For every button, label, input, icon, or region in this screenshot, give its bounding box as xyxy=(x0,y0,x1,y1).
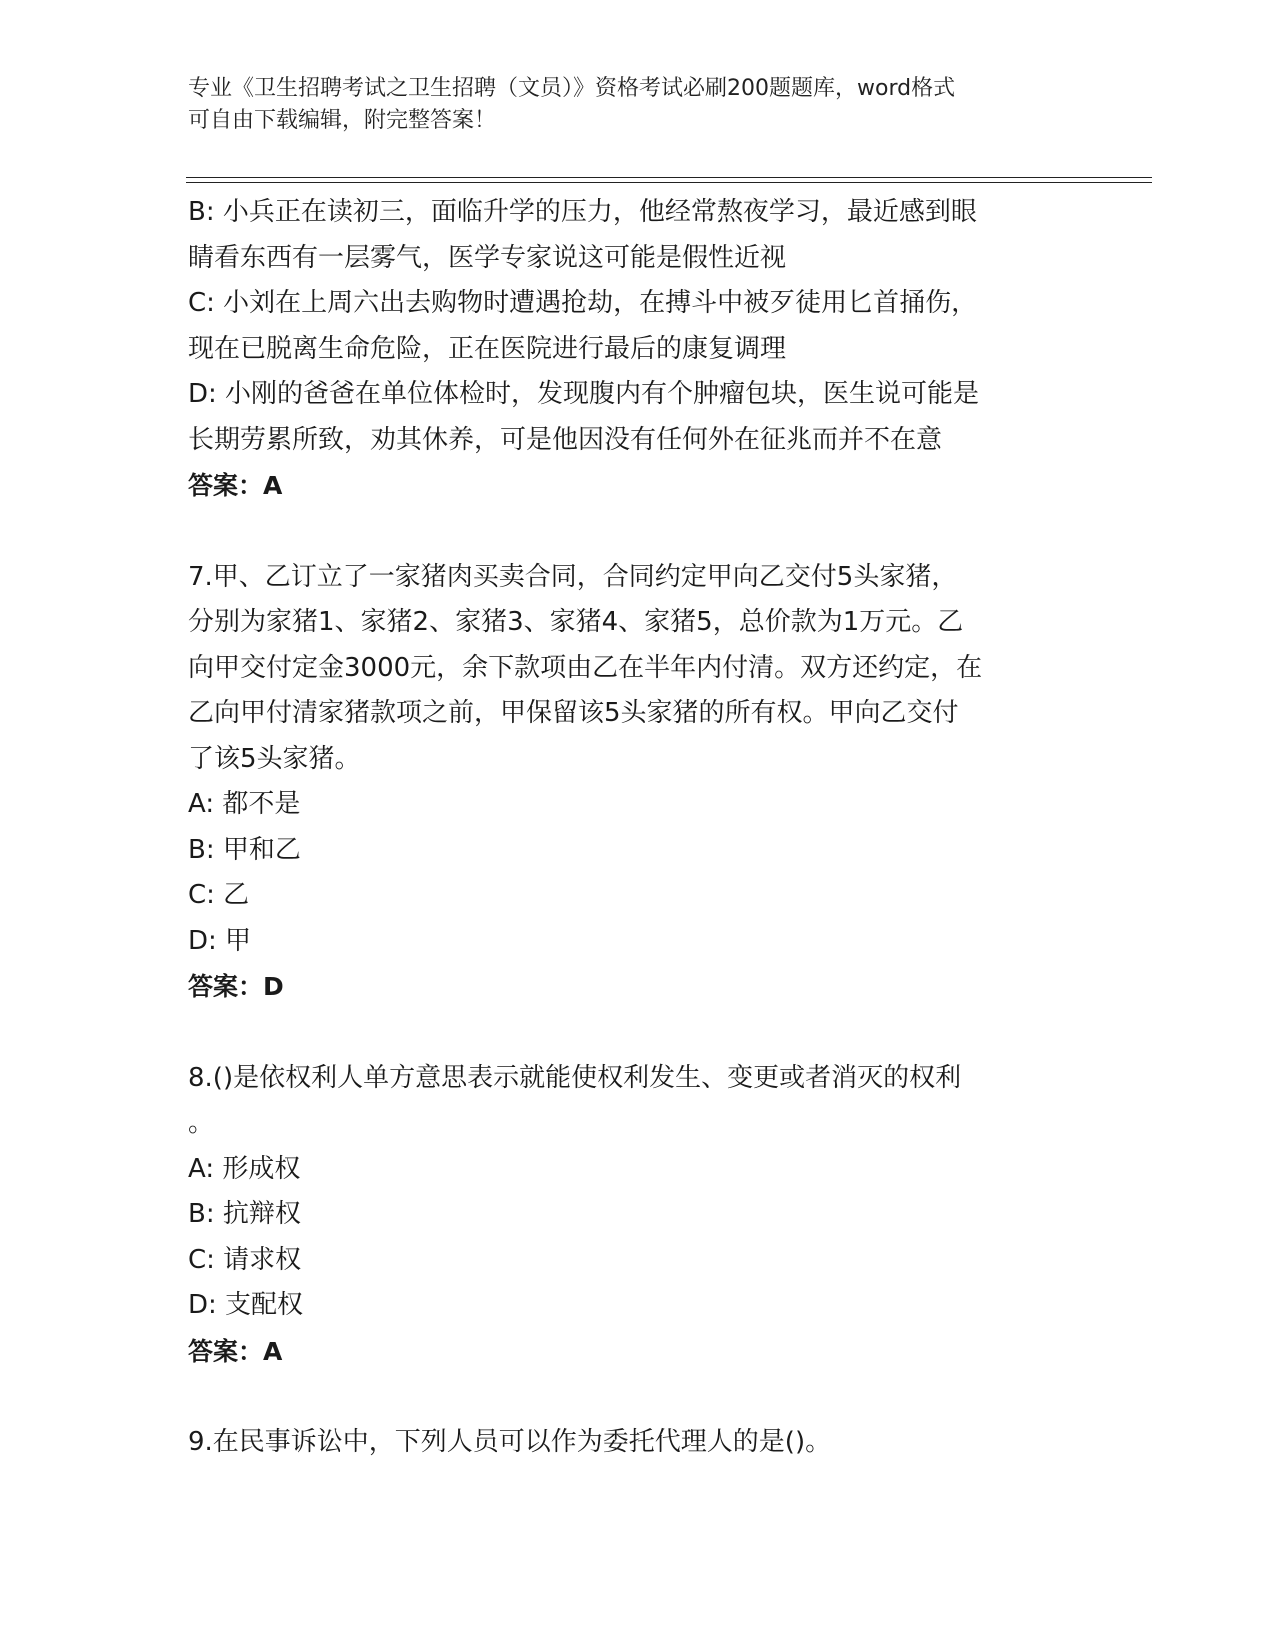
option-a: A: 都不是 xyxy=(188,789,301,819)
option-b-line-2: 睛看东西有一层雾气，医学专家说这可能是假性近视 xyxy=(188,242,787,273)
option-d-line-1: D: 小刚的爸爸在单位体检时，发现腹内有个肿瘤包块，医生说可能是 xyxy=(188,379,980,409)
option-c: C: 乙 xyxy=(188,880,250,910)
header-rule-top xyxy=(186,177,1152,178)
answer: 答案：A xyxy=(188,471,283,500)
question-stem-line: 分别为家猪1、家猪2、家猪3、家猪4、家猪5，总价款为1万元。乙 xyxy=(188,607,964,637)
option-a: A: 形成权 xyxy=(188,1153,301,1184)
option-d-line-2: 长期劳累所致，劝其休养，可是他因没有任何外在征兆而并不在意 xyxy=(188,424,943,455)
option-d: D: 甲 xyxy=(188,925,252,956)
header-line-2: 可自由下载编辑，附完整答案！ xyxy=(188,108,497,133)
option-c-line-2: 现在已脱离生命危险，正在医院进行最后的康复调理 xyxy=(188,333,787,364)
question-stem-line: 7.甲、乙订立了一家猪肉买卖合同，合同约定甲向乙交付5头家猪， xyxy=(188,561,958,592)
option-b: B: 抗辩权 xyxy=(188,1199,301,1229)
question-stem-line: 8.()是依权利人单方意思表示就能使权利发生、变更或者消灭的权利 xyxy=(188,1062,962,1093)
question-9 xyxy=(188,1420,1108,1466)
document-body xyxy=(188,190,1108,1466)
question-8 xyxy=(188,1056,1108,1375)
question-stem-line: 9.在民事诉讼中，下列人员可以作为委托代理人的是()。 xyxy=(188,1427,832,1457)
option-b-line-1: B: 小兵正在读初三，面临升学的压力，他经常熬夜学习，最近感到眼 xyxy=(188,197,977,227)
question-stem-line: 了该5头家猪。 xyxy=(188,743,361,774)
option-d: D: 支配权 xyxy=(188,1290,304,1320)
answer: 答案：D xyxy=(188,972,284,1001)
question-stem-line: 向甲交付定金3000元，余下款项由乙在半年内付清。双方还约定，在 xyxy=(188,652,983,683)
question-stem-line: 。 xyxy=(188,1108,215,1138)
answer: 答案：A xyxy=(188,1336,283,1366)
header-line-1: 专业《卫生招聘考试之卫生招聘（文员）》资格考试必刷200题题库，word格式 xyxy=(188,76,956,101)
question-7 xyxy=(188,555,1108,1010)
option-c: C: 请求权 xyxy=(188,1244,302,1275)
document-header xyxy=(188,73,1088,137)
option-c-line-1: C: 小刘在上周六出去购物时遭遇抢劫，在搏斗中被歹徒用匕首捅伤， xyxy=(188,288,978,318)
header-rule-bottom xyxy=(186,182,1152,183)
question-6-tail xyxy=(188,190,1108,509)
question-stem-line: 乙向甲付清家猪款项之前，甲保留该5头家猪的所有权。甲向乙交付 xyxy=(188,698,959,728)
option-b: B: 甲和乙 xyxy=(188,834,301,865)
